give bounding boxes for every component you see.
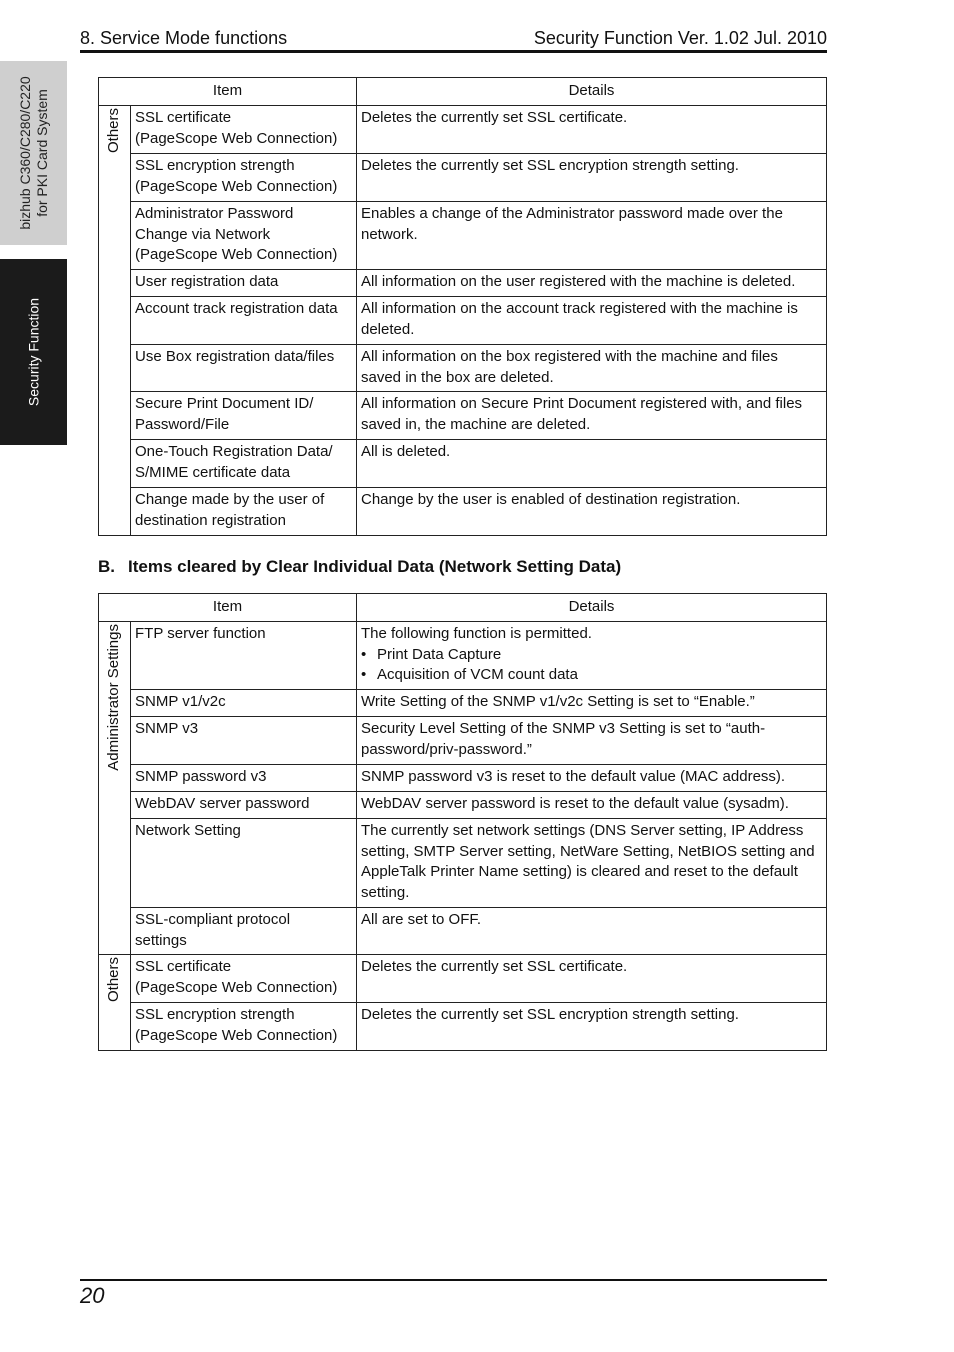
group-others — [99, 106, 131, 536]
item-cell: Use Box registration data/files — [131, 345, 357, 392]
details-cell: SNMP password v3 is reset to the default value (MAC address). — [357, 765, 827, 792]
section-side-tab — [0, 259, 67, 445]
item-cell: FTP server function — [131, 622, 357, 690]
product-line-1: bizhub C360/C280/C220 — [16, 76, 33, 230]
item-cell: SNMP password v3 — [131, 765, 357, 792]
details-cell: All information on the box registered with the machine and files saved in the box are deleted. — [357, 345, 827, 392]
item-cell: SNMP v3 — [131, 717, 357, 765]
table-header-row — [99, 594, 827, 622]
table-row — [99, 908, 827, 955]
others-table — [98, 77, 827, 536]
table-row — [99, 392, 827, 440]
details-cell — [357, 622, 827, 690]
details-cell: Enables a change of the Administrator password made over the network. — [357, 202, 827, 270]
item-cell: Change made by the user of destination registration — [131, 488, 357, 536]
item-cell: SNMP v1/v2c — [131, 690, 357, 717]
section-b-letter: B. — [98, 557, 115, 576]
table-row — [99, 622, 827, 690]
product-side-tab — [0, 61, 67, 245]
details-cell: Deletes the currently set SSL certificate. — [357, 955, 827, 1003]
table-row — [99, 717, 827, 765]
table-row — [99, 488, 827, 536]
details-cell: All information on the account track registered with the machine is deleted. — [357, 297, 827, 345]
header-doc-title: Security Function Ver. 1.02 Jul. 2010 — [533, 28, 827, 48]
table-row — [99, 106, 827, 154]
item-cell: Account track registration data — [131, 297, 357, 345]
header-chapter: 8. Service Mode functions — [80, 28, 288, 48]
group-label: Others — [104, 957, 122, 1003]
details-text: The following function is permitted. — [361, 625, 592, 642]
table-row — [99, 345, 827, 392]
column-header-item: Item — [99, 594, 357, 622]
product-side-label — [17, 76, 51, 229]
item-cell: SSL encryption strength (PageScope Web Connection) — [131, 154, 357, 202]
section-b-title: Items cleared by Clear Individual Data (Network Setting Data) — [128, 557, 622, 576]
table-row — [99, 765, 827, 792]
table-row — [99, 1003, 827, 1051]
details-cell: All information on Secure Print Document registered with, and files saved in, the machine are deleted. — [357, 392, 827, 440]
table-row — [99, 819, 827, 908]
column-header-details: Details — [357, 594, 827, 622]
details-cell: Security Level Setting of the SNMP v3 Setting is set to “auth-password/priv-password.” — [357, 717, 827, 765]
item-cell: User registration data — [131, 270, 357, 297]
table-row — [99, 955, 827, 1003]
column-header-details: Details — [357, 78, 827, 106]
section-b-heading — [98, 557, 621, 577]
item-cell: SSL encryption strength (PageScope Web Connection) — [131, 1003, 357, 1051]
details-cell: All is deleted. — [357, 440, 827, 488]
table-header-row — [99, 78, 827, 106]
item-cell: SSL certificate (PageScope Web Connection) — [131, 955, 357, 1003]
table-row — [99, 690, 827, 717]
details-cell: WebDAV server password is reset to the default value (sysadm). — [357, 792, 827, 819]
footer-rule — [80, 1279, 827, 1281]
bullet-list — [361, 645, 821, 686]
group-label: Others — [104, 108, 122, 154]
table-row — [99, 154, 827, 202]
group-administrator-settings — [99, 622, 131, 955]
table-row — [99, 270, 827, 297]
item-cell: Administrator Password Change via Network (PageScope Web Connection) — [131, 202, 357, 270]
item-cell: SSL-compliant protocol settings — [131, 908, 357, 955]
item-cell: WebDAV server password — [131, 792, 357, 819]
network-settings-table — [98, 593, 827, 1051]
details-cell: Deletes the currently set SSL encryption strength setting. — [357, 154, 827, 202]
item-cell: Network Setting — [131, 819, 357, 908]
item-cell: One-Touch Registration Data/ S/MIME certificate data — [131, 440, 357, 488]
details-cell: Deletes the currently set SSL encryption strength setting. — [357, 1003, 827, 1051]
details-cell: The currently set network settings (DNS Server setting, IP Address setting, SMTP Server setting, NetWare Setting, NetBIOS setting and AppleTalk Printer Name setting) is cleared and reset to the default setting. — [357, 819, 827, 908]
details-cell: Deletes the currently set SSL certificate. — [357, 106, 827, 154]
page-number: 20 — [80, 1283, 105, 1308]
group-label: Administrator Settings — [104, 624, 122, 771]
header-rule — [80, 50, 827, 53]
table-row — [99, 297, 827, 345]
details-cell: Write Setting of the SNMP v1/v2c Setting is set to “Enable.” — [357, 690, 827, 717]
item-cell: SSL certificate (PageScope Web Connection) — [131, 106, 357, 154]
section-side-label: Security Function — [25, 297, 41, 407]
details-cell: All are set to OFF. — [357, 908, 827, 955]
details-cell: Change by the user is enabled of destination registration. — [357, 488, 827, 536]
bullet-item: • Acquisition of VCM count data — [361, 665, 821, 686]
table-row — [99, 202, 827, 270]
table-row — [99, 792, 827, 819]
bullet-item: • Print Data Capture — [361, 645, 821, 666]
group-others — [99, 955, 131, 1051]
details-cell: All information on the user registered with the machine is deleted. — [357, 270, 827, 297]
table-row — [99, 440, 827, 488]
column-header-item: Item — [99, 78, 357, 106]
product-line-2: for PKI Card System — [33, 89, 50, 217]
item-cell: Secure Print Document ID/ Password/File — [131, 392, 357, 440]
